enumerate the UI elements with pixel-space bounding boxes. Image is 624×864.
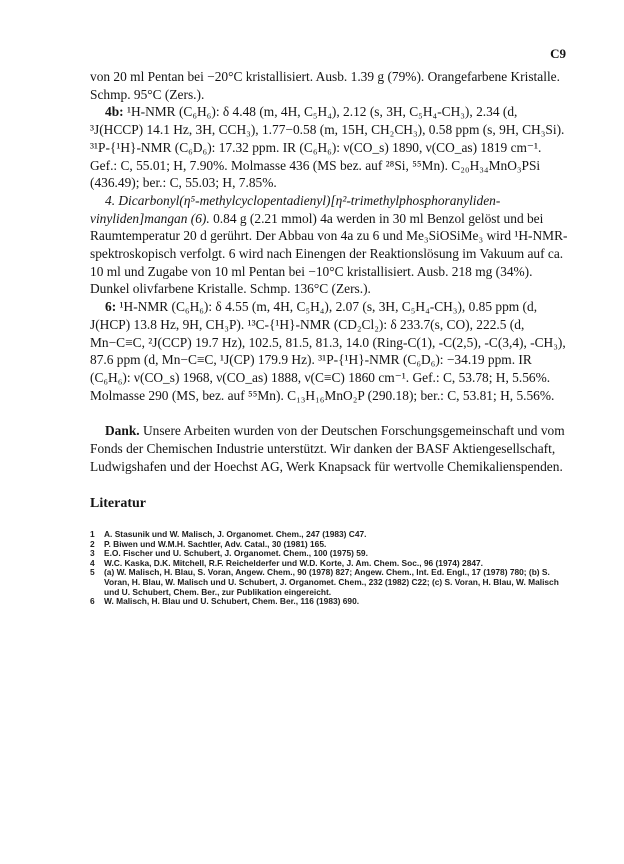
references-heading: Literatur — [90, 496, 146, 511]
paragraph-compound-4b — [90, 103, 568, 192]
acknowledgements-label: Dank. — [105, 423, 140, 439]
paragraph-crystallization: von 20 ml Pentan bei −20°C kristallisiert. Ausb. 1.39 g (79%). Orangefarbene Kristalle. Schmp. 95°C (Zers.). — [90, 69, 560, 102]
references-list — [90, 530, 570, 607]
reference-text: P. Biwen und W.M.H. Sachtler, Adv. Catal., 30 (1981) 165. — [104, 538, 327, 549]
acknowledgements-text: Unsere Arbeiten wurden von der Deutschen Forschungsgemeinschaft und vom Fonds der Chemischen Industrie unterstützt. Wir danken der BASF Aktiengesellschaft, Ludwigshafen und der Hoechst AG, Werk Knapsack für wertvolle Chemikalienspenden. — [90, 423, 565, 474]
synthesis-text: 0.84 g (2.21 mmol) 4a werden in 30 ml Benzol gelöst und bei Raumtemperatur 20 d gerührt. Der Abbau von 4a zu 6 und Me₃SiOSiMe₃ wird ¹H-NMR-spektroskopisch verfolgt. 6 wird nach Einengen der Reaktionslösung im Vakuum auf ca. 10 ml und Zugabe von 10 ml Pentan bei −10°C kristallisiert. Ausb. 218 mg (34%). Dunkel olivfarbene Kristalle. Schmp. 136°C (Zers.). — [90, 210, 568, 297]
reference-item — [90, 597, 570, 607]
compound-label-4b: 4b: — [105, 104, 124, 120]
reference-text: W.C. Kaska, D.K. Mitchell, R.F. Reichelderfer und W.D. Korte, J. Am. Chem. Soc., 96 (1974) 2847. — [104, 557, 483, 568]
reference-text: (a) W. Malisch, H. Blau, S. Voran, Angew. Chem., 90 (1978) 827; Angew. Chem., Int. Ed. Engl., 17 (1978) 780; (b) S. Voran, H. Blau, W. Malisch und U. Schubert, J. Organomet. Chem., 232 (1982) C22; (c) S. Voran, H. Blau, W. Malisch und U. Schubert, Chem. Ber., zur Publikation eingereicht. — [104, 567, 559, 597]
reference-text: E.O. Fischer und U. Schubert, J. Organomet. Chem., 100 (1975) 59. — [104, 548, 368, 559]
compound-6-data: ¹H-NMR (C₆H₆): δ 4.55 (m, 4H, C₅H₄), 2.07 (s, 3H, C₅H₄-CH₃), 0.85 ppm (d, J(HCP) 13.8 Hz, 9H, CH₃P). ¹³C-{¹H}-NMR (CD₂Cl₂): δ 233.7(s, CO), 222.5 (d, Mn−C≡C, ²J(CCP) 19.7 Hz), 102.5, 81.5, 81.3, 14.0 (Ring-C(1), -C(2,5), -C(3,4), -CH₃), 87.6 ppm (d, Mn−C≡C, ¹J(CP) 179.9 Hz). ³¹P-{¹H}-NMR (C₆D₆): −34.19 ppm. IR (C₆H₆): ν(CO_s) 1968, ν(CO_as) 1888, ν(C≡C) 1860 cm⁻¹. Gef.: C, 53.78; H, 5.56%. Molmasse 290 (MS, bez. auf ⁵⁵Mn). C₁₃H₁₆MnO₂P (290.18); ber.: C, 53.81; H, 5.56%. — [90, 299, 566, 403]
page-number: C9 — [550, 46, 566, 61]
reference-number: 3 — [90, 548, 95, 559]
reference-number: 4 — [90, 557, 95, 568]
reference-item — [90, 568, 570, 597]
compound-label-6: 6: — [105, 299, 117, 315]
synthesis-title: 4. Dicarbonyl(η⁵-methylcyclopentadienyl)[η²-trimethylphosphoranyliden-vinyliden]mangan (6). — [90, 192, 501, 226]
reference-text: A. Stasunik und W. Malisch, J. Organomet. Chem., 247 (1983) C47. — [104, 529, 367, 539]
paragraph-synthesis-6 — [90, 192, 568, 298]
acknowledgements — [90, 422, 568, 475]
body-text — [90, 68, 568, 475]
reference-number: 6 — [90, 596, 95, 607]
reference-text: W. Malisch, H. Blau und U. Schubert, Chem. Ber., 116 (1983) 690. — [104, 596, 360, 607]
paragraph-compound-6 — [90, 298, 568, 404]
reference-number: 2 — [90, 538, 95, 549]
compound-4b-data: ¹H-NMR (C₆H₆): δ 4.48 (m, 4H, C₅H₄), 2.12 (s, 3H, C₅H₄-CH₃), 2.34 (d, ³J(HCCP) 14.1 Hz, 3H, CCH₃), 1.77−0.58 (m, 15H, CH₂CH₃), 0.58 ppm (s, 9H, CH₃Si). ³¹P-{¹H}-NMR (C₆D₆): 17.32 ppm. IR (C₆H₆): ν(CO_s) 1890, ν(CO_as) 1819 cm⁻¹. Gef.: C, 55.01; H, 7.90%. Molmasse 436 (MS bez. auf ²⁸Si, ⁵⁵Mn). C₂₀H₃₄MnO₃PSi (436.49); ber.: C, 55.03; H, 7.85%. — [90, 104, 565, 191]
reference-number: 1 — [90, 529, 95, 539]
reference-number: 5 — [90, 567, 95, 578]
